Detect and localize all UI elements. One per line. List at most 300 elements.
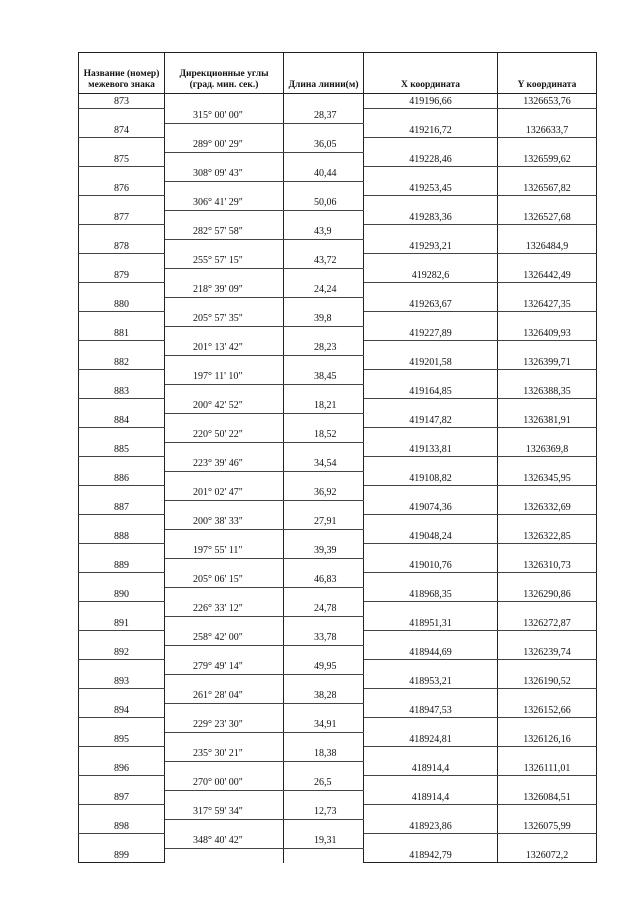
empty-cell xyxy=(165,442,284,457)
segment-row xyxy=(79,370,597,385)
line-length: 38,45 xyxy=(284,370,364,385)
empty-cell xyxy=(284,123,364,138)
empty-cell xyxy=(364,341,498,356)
segment-row xyxy=(79,167,597,182)
y-coordinate: 1326152,66 xyxy=(498,703,597,718)
point-row xyxy=(79,326,597,341)
point-name: 876 xyxy=(79,181,165,196)
empty-cell xyxy=(79,689,165,704)
empty-cell xyxy=(165,703,284,718)
point-row xyxy=(79,500,597,515)
y-coordinate: 1326599,62 xyxy=(498,152,597,167)
point-row xyxy=(79,355,597,370)
empty-cell xyxy=(165,268,284,283)
empty-cell xyxy=(364,573,498,588)
empty-cell xyxy=(498,660,597,675)
empty-cell xyxy=(165,500,284,515)
empty-cell xyxy=(79,834,165,849)
point-name: 885 xyxy=(79,442,165,457)
segment-row xyxy=(79,805,597,820)
segment-row xyxy=(79,341,597,356)
table-body xyxy=(79,94,597,863)
segment-row xyxy=(79,834,597,849)
empty-cell xyxy=(498,718,597,733)
empty-cell xyxy=(79,486,165,501)
empty-cell xyxy=(364,515,498,530)
point-name: 878 xyxy=(79,239,165,254)
segment-row xyxy=(79,747,597,762)
empty-cell xyxy=(364,196,498,211)
empty-cell xyxy=(284,181,364,196)
y-coordinate: 1326345,95 xyxy=(498,471,597,486)
direction-angle: 200° 42' 52" xyxy=(165,399,284,414)
point-name: 880 xyxy=(79,297,165,312)
empty-cell xyxy=(498,776,597,791)
empty-cell xyxy=(165,674,284,689)
x-coordinate: 418914,4 xyxy=(364,761,498,776)
x-coordinate: 419228,46 xyxy=(364,152,498,167)
point-row xyxy=(79,558,597,573)
point-row xyxy=(79,268,597,283)
segment-row xyxy=(79,573,597,588)
x-coordinate: 418942,79 xyxy=(364,848,498,863)
point-name: 895 xyxy=(79,732,165,747)
empty-cell xyxy=(498,196,597,211)
point-row xyxy=(79,674,597,689)
direction-angle: 306° 41' 29" xyxy=(165,196,284,211)
point-name: 897 xyxy=(79,790,165,805)
line-length: 27,91 xyxy=(284,515,364,530)
empty-cell xyxy=(364,660,498,675)
x-coordinate: 419201,58 xyxy=(364,355,498,370)
segment-row xyxy=(79,109,597,124)
point-row xyxy=(79,181,597,196)
empty-cell xyxy=(79,544,165,559)
segment-row xyxy=(79,718,597,733)
line-length: 49,95 xyxy=(284,660,364,675)
segment-row xyxy=(79,399,597,414)
empty-cell xyxy=(284,152,364,167)
direction-angle: 270° 00' 00" xyxy=(165,776,284,791)
empty-cell xyxy=(165,297,284,312)
direction-angle: 201° 02' 47" xyxy=(165,486,284,501)
empty-cell xyxy=(498,515,597,530)
empty-cell xyxy=(498,834,597,849)
y-coordinate: 1326310,73 xyxy=(498,558,597,573)
direction-angle: 317° 59' 34" xyxy=(165,805,284,820)
empty-cell xyxy=(165,616,284,631)
empty-cell xyxy=(364,399,498,414)
x-coordinate: 419147,82 xyxy=(364,413,498,428)
x-coordinate: 419282,6 xyxy=(364,268,498,283)
empty-cell xyxy=(79,515,165,530)
x-coordinate: 419263,67 xyxy=(364,297,498,312)
empty-cell xyxy=(79,312,165,327)
point-name: 899 xyxy=(79,848,165,863)
y-coordinate: 1326190,52 xyxy=(498,674,597,689)
point-name: 891 xyxy=(79,616,165,631)
empty-cell xyxy=(284,297,364,312)
header-length: Длина линии(м) xyxy=(284,53,364,94)
empty-cell xyxy=(284,558,364,573)
segment-row xyxy=(79,602,597,617)
empty-cell xyxy=(364,167,498,182)
point-row xyxy=(79,94,597,109)
y-coordinate: 1326290,86 xyxy=(498,587,597,602)
point-name: 890 xyxy=(79,587,165,602)
empty-cell xyxy=(284,645,364,660)
empty-cell xyxy=(364,834,498,849)
line-length: 18,52 xyxy=(284,428,364,443)
x-coordinate: 418951,31 xyxy=(364,616,498,631)
point-name: 892 xyxy=(79,645,165,660)
empty-cell xyxy=(79,283,165,298)
point-row xyxy=(79,529,597,544)
y-coordinate: 1326381,91 xyxy=(498,413,597,428)
empty-cell xyxy=(364,254,498,269)
x-coordinate: 419108,82 xyxy=(364,471,498,486)
empty-cell xyxy=(284,500,364,515)
empty-cell xyxy=(364,805,498,820)
point-row xyxy=(79,587,597,602)
empty-cell xyxy=(165,848,284,863)
point-row xyxy=(79,732,597,747)
empty-cell xyxy=(284,790,364,805)
empty-cell xyxy=(498,167,597,182)
x-coordinate: 419133,81 xyxy=(364,442,498,457)
line-length: 46,83 xyxy=(284,573,364,588)
point-name: 881 xyxy=(79,326,165,341)
point-row xyxy=(79,471,597,486)
y-coordinate: 1326653,76 xyxy=(498,94,597,109)
empty-cell xyxy=(364,689,498,704)
empty-cell xyxy=(165,123,284,138)
y-coordinate: 1326409,93 xyxy=(498,326,597,341)
y-coordinate: 1326633,7 xyxy=(498,123,597,138)
y-coordinate: 1326075,99 xyxy=(498,819,597,834)
point-row xyxy=(79,616,597,631)
direction-angle: 261° 28' 04" xyxy=(165,689,284,704)
segment-row xyxy=(79,312,597,327)
line-length: 34,54 xyxy=(284,457,364,472)
empty-cell xyxy=(284,384,364,399)
point-row xyxy=(79,297,597,312)
direction-angle: 223° 39' 46" xyxy=(165,457,284,472)
empty-cell xyxy=(165,413,284,428)
x-coordinate: 418968,35 xyxy=(364,587,498,602)
y-coordinate: 1326388,35 xyxy=(498,384,597,399)
direction-angle: 348° 40' 42" xyxy=(165,834,284,849)
empty-cell xyxy=(284,529,364,544)
segment-row xyxy=(79,283,597,298)
line-length: 50,06 xyxy=(284,196,364,211)
empty-cell xyxy=(364,544,498,559)
point-row xyxy=(79,442,597,457)
empty-cell xyxy=(284,819,364,834)
point-row xyxy=(79,790,597,805)
y-coordinate: 1326484,9 xyxy=(498,239,597,254)
y-coordinate: 1326399,71 xyxy=(498,355,597,370)
segment-row xyxy=(79,776,597,791)
line-length: 36,05 xyxy=(284,138,364,153)
empty-cell xyxy=(284,732,364,747)
empty-cell xyxy=(498,631,597,646)
empty-cell xyxy=(364,486,498,501)
direction-angle: 218° 39' 09" xyxy=(165,283,284,298)
point-name: 886 xyxy=(79,471,165,486)
empty-cell xyxy=(79,109,165,124)
empty-cell xyxy=(79,370,165,385)
empty-cell xyxy=(498,399,597,414)
empty-cell xyxy=(165,181,284,196)
direction-angle: 201° 13' 42" xyxy=(165,341,284,356)
empty-cell xyxy=(165,819,284,834)
x-coordinate: 419074,36 xyxy=(364,500,498,515)
y-coordinate: 1326111,01 xyxy=(498,761,597,776)
empty-cell xyxy=(498,312,597,327)
line-length: 24,78 xyxy=(284,602,364,617)
line-length: 39,8 xyxy=(284,312,364,327)
empty-cell xyxy=(364,370,498,385)
empty-cell xyxy=(79,196,165,211)
empty-cell xyxy=(498,428,597,443)
line-length: 38,28 xyxy=(284,689,364,704)
empty-cell xyxy=(165,645,284,660)
empty-cell xyxy=(79,457,165,472)
empty-cell xyxy=(79,254,165,269)
segment-row xyxy=(79,225,597,240)
header-x: X координата xyxy=(364,53,498,94)
empty-cell xyxy=(498,689,597,704)
point-name: 873 xyxy=(79,94,165,109)
direction-angle: 308° 09' 43" xyxy=(165,167,284,182)
x-coordinate: 419227,89 xyxy=(364,326,498,341)
point-row xyxy=(79,413,597,428)
header-name: Название (номер) межевого знака xyxy=(79,53,165,94)
point-row xyxy=(79,210,597,225)
y-coordinate: 1326239,74 xyxy=(498,645,597,660)
empty-cell xyxy=(165,529,284,544)
empty-cell xyxy=(284,761,364,776)
empty-cell xyxy=(165,94,284,109)
direction-angle: 205° 06' 15" xyxy=(165,573,284,588)
direction-angle: 220° 50' 22" xyxy=(165,428,284,443)
table-header-row xyxy=(79,53,597,94)
direction-angle: 226° 33' 12" xyxy=(165,602,284,617)
point-name: 894 xyxy=(79,703,165,718)
segment-row xyxy=(79,544,597,559)
segment-row xyxy=(79,689,597,704)
empty-cell xyxy=(284,442,364,457)
segment-row xyxy=(79,254,597,269)
line-length: 12,73 xyxy=(284,805,364,820)
x-coordinate: 418947,53 xyxy=(364,703,498,718)
empty-cell xyxy=(364,457,498,472)
y-coordinate: 1326442,49 xyxy=(498,268,597,283)
direction-angle: 200° 38' 33" xyxy=(165,515,284,530)
empty-cell xyxy=(79,399,165,414)
empty-cell xyxy=(364,747,498,762)
line-length: 34,91 xyxy=(284,718,364,733)
segment-row xyxy=(79,631,597,646)
empty-cell xyxy=(364,602,498,617)
empty-cell xyxy=(364,138,498,153)
direction-angle: 255° 57' 15" xyxy=(165,254,284,269)
empty-cell xyxy=(79,428,165,443)
empty-cell xyxy=(79,602,165,617)
point-row xyxy=(79,819,597,834)
segment-row xyxy=(79,428,597,443)
y-coordinate: 1326332,69 xyxy=(498,500,597,515)
point-name: 893 xyxy=(79,674,165,689)
segment-row xyxy=(79,486,597,501)
line-length: 24,24 xyxy=(284,283,364,298)
point-row xyxy=(79,123,597,138)
direction-angle: 315° 00' 00" xyxy=(165,109,284,124)
y-coordinate: 1326272,87 xyxy=(498,616,597,631)
empty-cell xyxy=(284,616,364,631)
empty-cell xyxy=(284,471,364,486)
x-coordinate: 419048,24 xyxy=(364,529,498,544)
line-length: 39,39 xyxy=(284,544,364,559)
point-row xyxy=(79,384,597,399)
empty-cell xyxy=(165,384,284,399)
point-name: 888 xyxy=(79,529,165,544)
empty-cell xyxy=(284,326,364,341)
y-coordinate: 1326369,8 xyxy=(498,442,597,457)
point-row xyxy=(79,152,597,167)
direction-angle: 282° 57' 58" xyxy=(165,225,284,240)
empty-cell xyxy=(364,631,498,646)
empty-cell xyxy=(165,471,284,486)
point-name: 882 xyxy=(79,355,165,370)
empty-cell xyxy=(498,573,597,588)
line-length: 28,37 xyxy=(284,109,364,124)
empty-cell xyxy=(498,225,597,240)
empty-cell xyxy=(79,747,165,762)
direction-angle: 258° 42' 00" xyxy=(165,631,284,646)
y-coordinate: 1326126,16 xyxy=(498,732,597,747)
y-coordinate: 1326322,85 xyxy=(498,529,597,544)
x-coordinate: 419253,45 xyxy=(364,181,498,196)
point-row xyxy=(79,645,597,660)
empty-cell xyxy=(79,341,165,356)
empty-cell xyxy=(79,138,165,153)
x-coordinate: 419293,21 xyxy=(364,239,498,254)
x-coordinate: 418923,86 xyxy=(364,819,498,834)
empty-cell xyxy=(79,660,165,675)
point-name: 898 xyxy=(79,819,165,834)
empty-cell xyxy=(284,210,364,225)
empty-cell xyxy=(284,848,364,863)
empty-cell xyxy=(79,776,165,791)
empty-cell xyxy=(165,210,284,225)
x-coordinate: 419164,85 xyxy=(364,384,498,399)
empty-cell xyxy=(498,138,597,153)
direction-angle: 197° 55' 11" xyxy=(165,544,284,559)
empty-cell xyxy=(165,558,284,573)
empty-cell xyxy=(498,341,597,356)
line-length: 18,21 xyxy=(284,399,364,414)
y-coordinate: 1326427,35 xyxy=(498,297,597,312)
boundary-coordinates-table xyxy=(78,52,597,863)
empty-cell xyxy=(498,457,597,472)
line-length: 33,78 xyxy=(284,631,364,646)
empty-cell xyxy=(364,718,498,733)
segment-row xyxy=(79,138,597,153)
x-coordinate: 418953,21 xyxy=(364,674,498,689)
x-coordinate: 419283,36 xyxy=(364,210,498,225)
empty-cell xyxy=(284,587,364,602)
segment-row xyxy=(79,515,597,530)
line-length: 36,92 xyxy=(284,486,364,501)
direction-angle: 229° 23' 30" xyxy=(165,718,284,733)
empty-cell xyxy=(165,355,284,370)
point-name: 889 xyxy=(79,558,165,573)
empty-cell xyxy=(79,573,165,588)
empty-cell xyxy=(498,805,597,820)
empty-cell xyxy=(364,283,498,298)
empty-cell xyxy=(498,602,597,617)
line-length: 43,9 xyxy=(284,225,364,240)
empty-cell xyxy=(165,152,284,167)
empty-cell xyxy=(79,225,165,240)
segment-row xyxy=(79,660,597,675)
empty-cell xyxy=(364,312,498,327)
y-coordinate: 1326072,2 xyxy=(498,848,597,863)
empty-cell xyxy=(284,94,364,109)
empty-cell xyxy=(364,776,498,791)
x-coordinate: 418924,81 xyxy=(364,732,498,747)
empty-cell xyxy=(364,225,498,240)
direction-angle: 205° 57' 35" xyxy=(165,312,284,327)
empty-cell xyxy=(498,109,597,124)
direction-angle: 279° 49' 14" xyxy=(165,660,284,675)
empty-cell xyxy=(79,805,165,820)
x-coordinate: 419216,72 xyxy=(364,123,498,138)
empty-cell xyxy=(498,370,597,385)
x-coordinate: 419196,66 xyxy=(364,94,498,109)
line-length: 40,44 xyxy=(284,167,364,182)
empty-cell xyxy=(165,239,284,254)
boundary-coordinates-sheet xyxy=(78,52,596,863)
point-name: 887 xyxy=(79,500,165,515)
empty-cell xyxy=(284,674,364,689)
empty-cell xyxy=(165,761,284,776)
empty-cell xyxy=(79,167,165,182)
empty-cell xyxy=(364,109,498,124)
empty-cell xyxy=(165,790,284,805)
direction-angle: 289° 00' 29" xyxy=(165,138,284,153)
point-name: 874 xyxy=(79,123,165,138)
point-row xyxy=(79,239,597,254)
line-length: 43,72 xyxy=(284,254,364,269)
y-coordinate: 1326567,82 xyxy=(498,181,597,196)
empty-cell xyxy=(284,239,364,254)
empty-cell xyxy=(498,544,597,559)
header-angle: Дирекционные углы (град. мин. сек.) xyxy=(165,53,284,94)
empty-cell xyxy=(498,254,597,269)
empty-cell xyxy=(284,413,364,428)
point-name: 875 xyxy=(79,152,165,167)
empty-cell xyxy=(284,268,364,283)
line-length: 28,23 xyxy=(284,341,364,356)
point-row xyxy=(79,703,597,718)
empty-cell xyxy=(498,486,597,501)
y-coordinate: 1326527,68 xyxy=(498,210,597,225)
empty-cell xyxy=(165,732,284,747)
direction-angle: 235° 30' 21" xyxy=(165,747,284,762)
